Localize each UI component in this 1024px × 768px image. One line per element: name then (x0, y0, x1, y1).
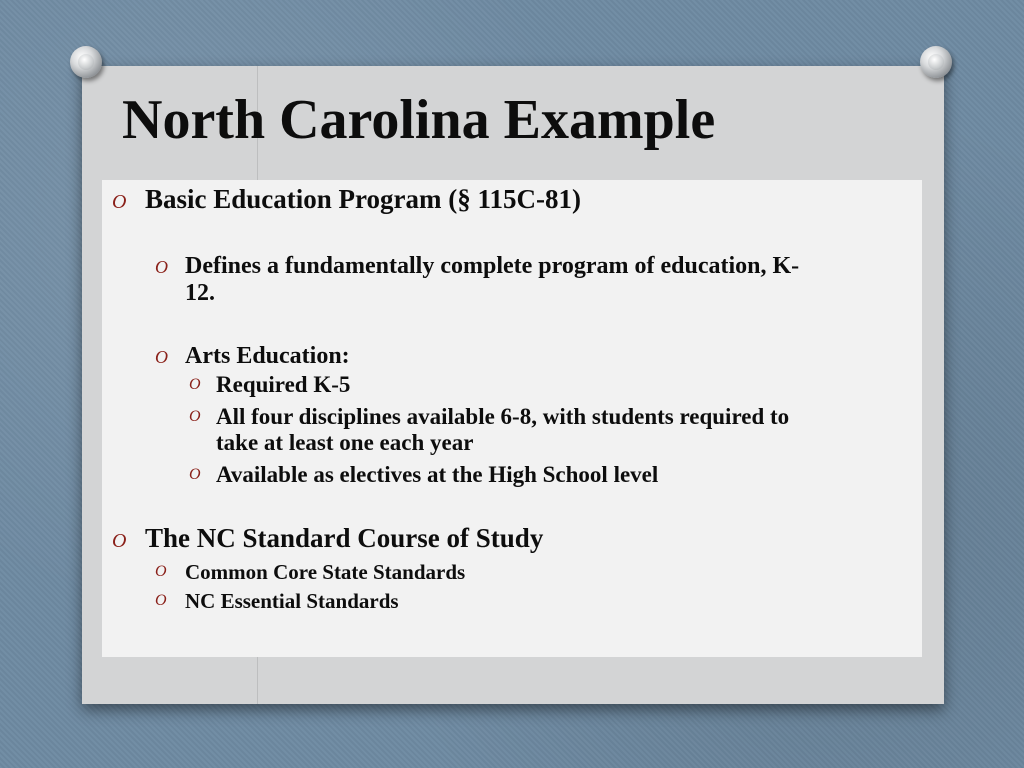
bullet-marker-icon: O (112, 191, 127, 213)
bullet-marker-icon: O (189, 408, 201, 425)
bullet-marker-icon: O (155, 257, 168, 277)
sub-sub-bullet-list (185, 372, 922, 488)
sub-bullet-text: Common Core State Standards (185, 560, 466, 584)
bullet-marker-icon: O (189, 466, 201, 483)
slide-title: North Carolina Example (122, 89, 716, 151)
bullet-marker-icon: O (189, 376, 201, 393)
sub-bullet-list (145, 253, 922, 488)
sub-bullet-text: Arts Education: (185, 343, 350, 369)
sub-sub-bullet-text: All four disciplines available 6-8, with students required to take at least one each year (216, 404, 790, 455)
bullet-marker-icon: O (112, 530, 127, 552)
sub-bullet-text: NC Essential Standards (185, 589, 399, 613)
sub-bullet-item (145, 253, 922, 307)
bullet-marker-icon: O (155, 592, 167, 609)
sub-bullet-item (145, 587, 922, 616)
sub-sub-bullet-text: Required K-5 (216, 372, 351, 397)
sub-sub-bullet-item (185, 372, 922, 398)
pushpin-icon (920, 46, 952, 78)
sub-bullet-list (145, 558, 922, 616)
bullet-marker-icon: O (155, 347, 168, 367)
sub-sub-bullet-item (185, 462, 922, 488)
sub-sub-bullet-item (185, 404, 922, 456)
bullet-item (102, 522, 922, 616)
bullet-text: Basic Education Program (§ 115C-81) (145, 184, 581, 214)
bullet-list (102, 183, 922, 616)
sub-bullet-text: Defines a fundamentally complete program of education, K-12. (185, 253, 800, 306)
sub-bullet-item (145, 343, 922, 488)
content-panel (102, 180, 922, 657)
sub-bullet-item (145, 558, 922, 587)
bullet-item (102, 183, 922, 488)
bullet-marker-icon: O (155, 563, 167, 580)
pushpin-icon (70, 46, 102, 78)
bullet-text: The NC Standard Course of Study (145, 523, 544, 553)
sub-sub-bullet-text: Available as electives at the High School level (216, 462, 659, 487)
